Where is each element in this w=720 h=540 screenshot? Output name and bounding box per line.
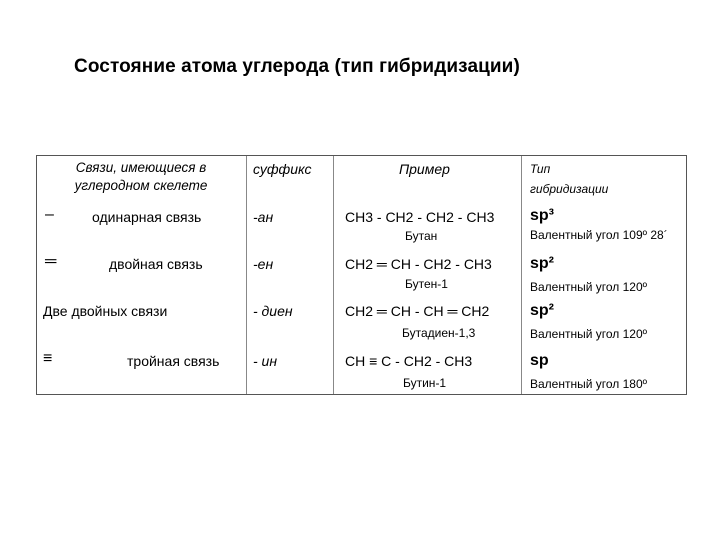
formula-cell: CH3 - CH2 - CH2 - CH3 — [345, 209, 495, 225]
formula-cell: CH2 ═ CH - CH ═ CH2 — [345, 303, 490, 319]
suffix-cell: - ин — [253, 353, 278, 369]
valence-angle: Валентный угол 120º — [530, 280, 648, 294]
suffix-cell: - диен — [253, 303, 293, 319]
hybridization-cell: sp² — [530, 302, 554, 319]
compound-name: Бутан — [405, 229, 438, 243]
header-bonds: Связи, имеющиеся в углеродном скелете — [74, 160, 208, 193]
bond-label: Две двойных связи — [43, 303, 168, 319]
valence-angle: Валентный угол 180º — [530, 377, 648, 391]
suffix-cell: -ен — [253, 256, 274, 272]
bond-label: двойная связь — [109, 256, 203, 272]
hybridization-cell: sp³ — [530, 207, 554, 224]
page-title: Состояние атома углерода (тип гибридизации) — [74, 56, 520, 77]
bond-symbol-single: – — [45, 206, 54, 223]
header-example: Пример — [399, 161, 450, 177]
formula-cell: CH2 ═ CH - CH2 - CH3 — [345, 256, 492, 272]
formula-cell: CH ≡ C - CH2 - CH3 — [345, 353, 473, 369]
column-divider — [333, 156, 334, 394]
column-divider — [246, 156, 247, 394]
valence-angle: Валентный угол 120º — [530, 327, 648, 341]
bond-symbol-triple: ≡ — [43, 350, 53, 367]
suffix-cell: -ан — [253, 209, 274, 225]
hybridization-cell: sp — [530, 352, 549, 369]
compound-name: Бутин-1 — [403, 376, 447, 390]
header-suffix: суффикс — [253, 161, 312, 177]
compound-name: Бутен-1 — [405, 277, 448, 291]
valence-angle: Валентный угол 109º 28´ — [530, 228, 668, 242]
header-hybridization: Тип гибридизации — [530, 162, 609, 196]
hybridization-cell: sp² — [530, 255, 554, 272]
hybridization-table — [36, 155, 687, 395]
column-divider — [521, 156, 522, 394]
bond-symbol-double: ═ — [45, 253, 57, 270]
bond-label: одинарная связь — [92, 209, 202, 225]
bond-label: тройная связь — [127, 353, 220, 369]
compound-name: Бутадиен-1,3 — [402, 326, 476, 340]
